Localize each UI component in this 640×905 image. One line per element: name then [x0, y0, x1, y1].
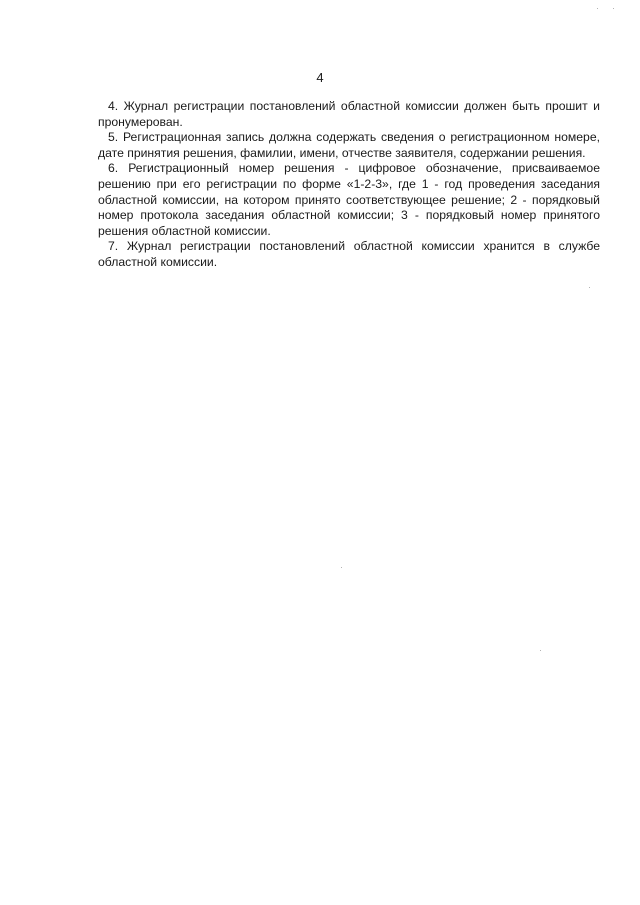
scan-speck	[540, 650, 541, 651]
paragraph-7: 7. Журнал регистрации постановлений областной комиссии хранится в службе областной комиссии.	[98, 239, 600, 269]
scan-speck	[589, 287, 590, 288]
scan-speck	[613, 8, 614, 9]
paragraph-4: 4. Журнал регистрации постановлений областной комиссии должен быть прошит и пронумерован.	[98, 99, 600, 129]
scan-speck	[341, 567, 342, 568]
paragraph-5: 5. Регистрационная запись должна содержать сведения о регистрационном номере, дате принятия решения, фамилии, имени, отчестве заявителя, содержании решения.	[98, 130, 600, 160]
page-number: 4	[316, 70, 324, 85]
document-body	[98, 99, 600, 271]
paragraph-6: 6. Регистрационный номер решения - цифровое обозначение, присваиваемое решению при его регистрации по форме «1-2-3», где 1 - год проведения заседания областной комиссии, на котором принято соответствующее решение; 2 - порядковый номер протокола заседания областной комиссии; 3 - порядковый номер принятого решения областной комиссии.	[98, 161, 600, 238]
scan-speck	[597, 8, 598, 9]
